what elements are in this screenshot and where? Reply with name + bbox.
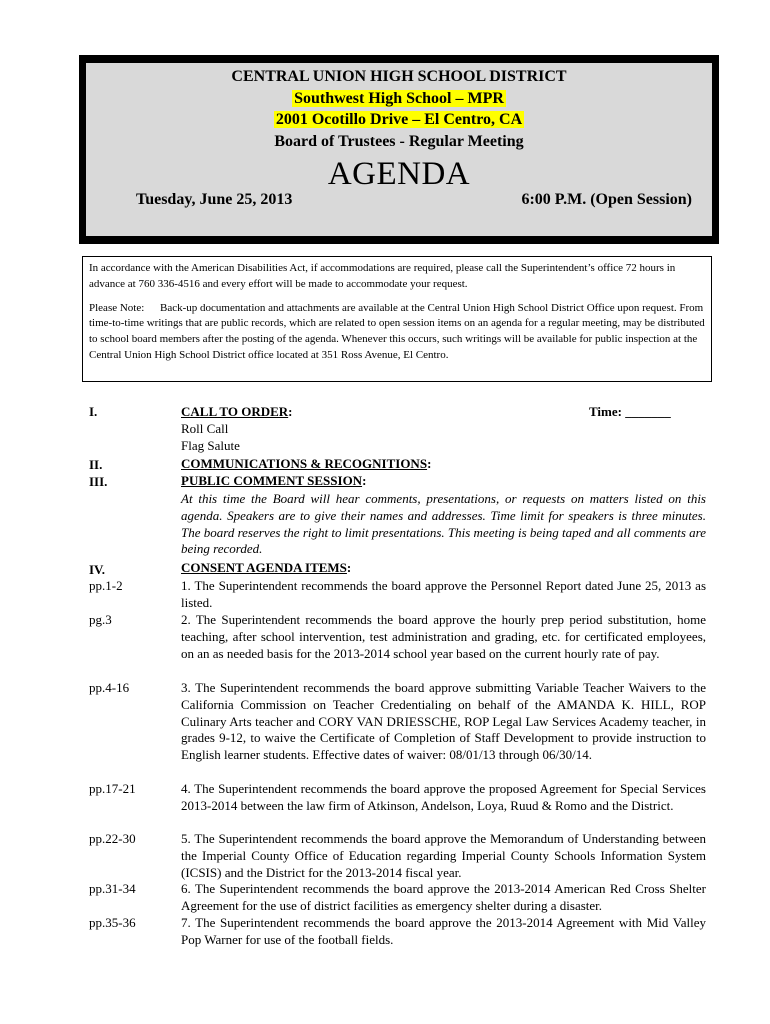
list-item: Flag Salute: [181, 438, 240, 453]
meeting-time: 6:00 P.M. (Open Session): [521, 191, 692, 208]
consent-item: 7. The Superintendent recommends the board approve the 2013-2014 Agreement with Mid Valley Pop Warner for use of the football fields.: [181, 915, 706, 947]
please-note: [89, 301, 705, 364]
section-title: COMMUNICATIONS & RECOGNITIONS: [181, 456, 428, 471]
meeting-type: Board of Trustees - Regular Meeting: [274, 133, 524, 150]
section-title: CALL TO ORDER: [181, 404, 289, 419]
school-address: 2001 Ocotillo Drive – El Centro, CA: [275, 111, 523, 128]
section-number: IV.: [89, 562, 106, 577]
item-pages: pp.31-34: [89, 881, 136, 896]
consent-item: 6. The Superintendent recommends the board approve the 2013-2014 American Red Cross Shelter Agreement for the use of district facilities as emergency shelter during a disaster.: [181, 881, 706, 913]
item-pages: pp.4-16: [89, 680, 130, 695]
ada-notice: In accordance with the American Disabilities Act, if accommodations are required, please call the Superintendent’s office 72 hours in advance at 760 336-4516 and every effort will be made to accommodate your request.: [89, 262, 676, 290]
meeting-date: Tuesday, June 25, 2013: [136, 191, 293, 208]
consent-item: 3. The Superintendent recommends the board approve submitting Variable Teacher Waivers to the California Commission on Teacher Credentialing on behalf of the AMANDA K. HILL, ROP Culinary Arts teacher and CORY VAN DRIESSCHE, ROP Legal Law Services Academy teacher, in grades 9-12, to waive the Certificate of Completion of Staff Development to provide instruction to English learner students. Effective dates of waiver: 08/01/13 through 06/30/14.: [181, 680, 706, 763]
please-note-label: Please Note:: [89, 301, 145, 314]
section-title: PUBLIC COMMENT SESSION: [181, 473, 363, 488]
section-number: III.: [89, 474, 108, 489]
item-pages: pg.3: [89, 612, 112, 627]
section-number: II.: [89, 457, 103, 472]
section-number: I.: [89, 404, 98, 419]
notice-box: [82, 256, 712, 382]
school-name: Southwest High School – MPR: [294, 90, 504, 107]
item-pages: pp.1-2: [89, 578, 123, 593]
consent-item: 2. The Superintendent recommends the board approve the hourly prep period substitution, home teaching, after school intervention, test administration and grading, etc. for certificated employees, on an as needed basis for the 2013-2014 school year based on the current hourly rate of pay.: [181, 612, 706, 661]
section-communications: COMMUNICATIONS & RECOGNITIONS:: [181, 456, 432, 471]
section-call-to-order: CALL TO ORDER:: [181, 404, 293, 419]
list-item: Roll Call: [181, 421, 229, 436]
public-comment-text: At this time the Board will hear comments, presentations, or requests on matters listed on this agenda. Speakers are to give their names and addresses. Time limit for speakers is three minutes. The board reserves the right to limit presentations. This meeting is being taped and all comments are being recorded.: [181, 491, 706, 557]
consent-item: 4. The Superintendent recommends the board approve the proposed Agreement for Special Services 2013-2014 between the law firm of Atkinson, Andelson, Loya, Ruud & Romo and the District.: [181, 781, 706, 813]
item-pages: pp.22-30: [89, 831, 136, 846]
consent-item: 5. The Superintendent recommends the board approve the Memorandum of Understanding between the Imperial County Office of Education regarding Imperial County Schools Information System (ICSIS) and the District for the 2013-2014 fiscal year.: [181, 831, 706, 880]
header-box: [86, 63, 712, 236]
section-title: CONSENT AGENDA ITEMS: [181, 560, 347, 575]
time-field: Time: _______: [589, 404, 671, 419]
section-consent-agenda: CONSENT AGENDA ITEMS:: [181, 560, 352, 575]
please-note-text: Back-up documentation and attachments are available at the Central Union High School District Office upon request. From time-to-time writings that are public records, which are related to open session items on an agenda for a regular meeting, may be distributed to school board members after the posting of the agenda. Whenever this occurs, such writings will be available for public inspection at the Central Union High School District office located at 351 Ross Avenue, El Centro.: [89, 301, 705, 361]
consent-item: 1. The Superintendent recommends the board approve the Personnel Report dated June 25, 2013 as listed.: [181, 578, 706, 610]
item-pages: pp.17-21: [89, 781, 136, 796]
page-title: AGENDA: [327, 156, 471, 192]
item-pages: pp.35-36: [89, 915, 136, 930]
district-name: CENTRAL UNION HIGH SCHOOL DISTRICT: [231, 68, 567, 85]
section-public-comment: PUBLIC COMMENT SESSION:: [181, 473, 367, 488]
